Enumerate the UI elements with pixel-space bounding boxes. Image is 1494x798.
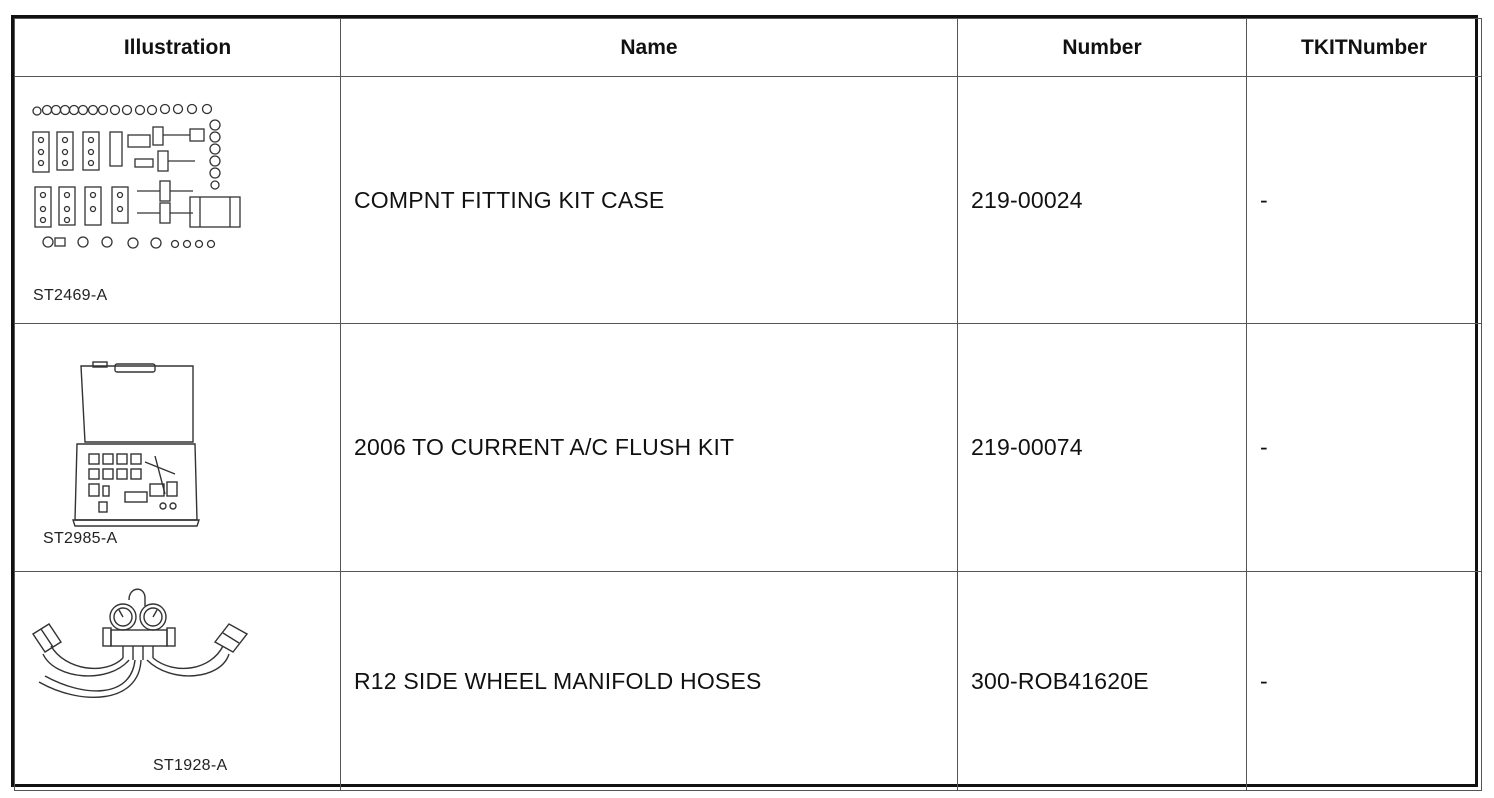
header-name: Name (341, 19, 958, 77)
tkit-number-cell: - (1247, 572, 1482, 791)
table-row (15, 77, 1482, 324)
tool-number-cell: 300-ROB41620E (958, 572, 1247, 791)
illustration-code: ST2985-A (43, 530, 118, 547)
header-tkit-number: TKITNumber (1247, 19, 1482, 77)
illustration-code: ST1928-A (153, 757, 228, 774)
tool-table-container (11, 15, 1478, 787)
tool-name-cell: COMPNT FITTING KIT CASE (341, 77, 958, 324)
illustration-cell (15, 77, 341, 324)
tkit-number-cell: - (1247, 77, 1482, 324)
special-tools-table (14, 18, 1482, 791)
header-illustration: Illustration (15, 19, 341, 77)
illustration-cell (15, 324, 341, 572)
header-number: Number (958, 19, 1247, 77)
tool-number-cell: 219-00074 (958, 324, 1247, 572)
tool-name-cell: 2006 TO CURRENT A/C FLUSH KIT (341, 324, 958, 572)
tool-name-cell: R12 SIDE WHEEL MANIFOLD HOSES (341, 572, 958, 791)
illustration-cell (15, 572, 341, 791)
illustration-code: ST2469-A (33, 287, 108, 304)
table-header-row (15, 19, 1482, 77)
table-row (15, 324, 1482, 572)
table-row (15, 572, 1482, 791)
tool-number-cell: 219-00024 (958, 77, 1247, 324)
tkit-number-cell: - (1247, 324, 1482, 572)
